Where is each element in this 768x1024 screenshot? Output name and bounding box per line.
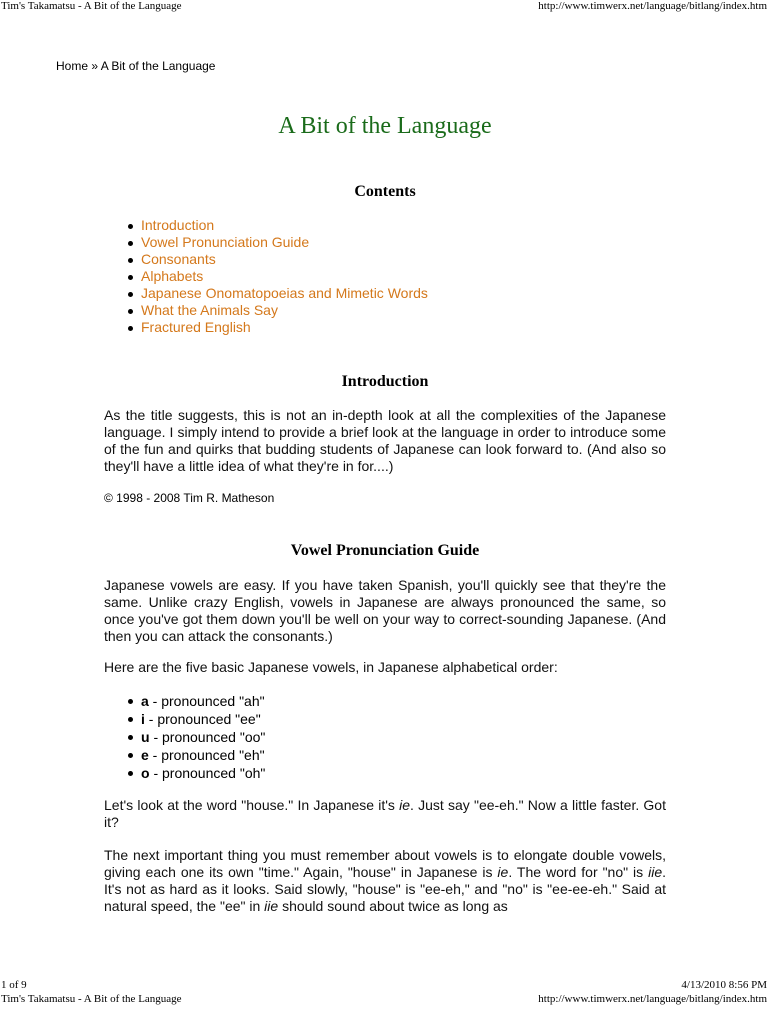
- p3-text-a: Let's look at the word "house." In Japanese it's: [104, 797, 400, 813]
- toc-item: [126, 217, 428, 234]
- vowel-item: [126, 692, 265, 710]
- p3-text-c: . Just say "ee-eh." Now a little faster. Got it?: [104, 797, 666, 830]
- breadcrumb: [56, 59, 215, 73]
- copyright-notice: © 1998 - 2008 Tim R. Matheson: [104, 491, 275, 505]
- p4-text-a: The next important thing you must remember about vowels is to elongate double vowels, giving each one its own "time." Again, "house" in Japanese is: [104, 847, 666, 880]
- toc-item: [126, 319, 428, 336]
- contents-list: [126, 217, 428, 336]
- print-footer: [0, 979, 768, 1007]
- vowel-desc: - pronounced "oh": [149, 765, 266, 781]
- breadcrumb-home-link[interactable]: Home: [56, 59, 89, 73]
- toc-item: [126, 285, 428, 302]
- toc-link-onomatopoeias[interactable]: Japanese Onomatopoeias and Mimetic Words: [141, 285, 428, 301]
- vowel-guide-heading: Vowel Pronunciation Guide: [290, 542, 480, 559]
- print-header-url: http://www.timwerx.net/language/bitlang/index.htm: [538, 0, 767, 12]
- breadcrumb-separator: »: [88, 59, 101, 73]
- toc-link-introduction[interactable]: Introduction: [141, 217, 215, 233]
- page-title: A Bit of the Language: [278, 113, 492, 139]
- vowel-item: [126, 764, 265, 782]
- vowel-letter: a: [141, 693, 149, 709]
- toc-item: [126, 268, 428, 285]
- print-footer-url: http://www.timwerx.net/language/bitlang/index.htm: [538, 993, 767, 1005]
- vowel-letter: u: [141, 729, 150, 745]
- print-footer-title: Tim's Takamatsu - A Bit of the Language: [1, 993, 182, 1005]
- toc-item: [126, 302, 428, 319]
- vowel-desc: - pronounced "ee": [144, 711, 261, 727]
- contents-heading: Contents: [354, 183, 416, 200]
- vowel-paragraph-3: [104, 797, 666, 831]
- vowel-letter: i: [141, 711, 145, 727]
- vowel-list: [126, 692, 265, 782]
- toc-item: [126, 234, 428, 251]
- vowel-item: [126, 746, 265, 764]
- toc-link-fractured-english[interactable]: Fractured English: [141, 319, 251, 335]
- introduction-heading: Introduction: [341, 373, 429, 390]
- toc-link-animals[interactable]: What the Animals Say: [141, 302, 278, 318]
- vowel-letter: e: [141, 747, 149, 763]
- toc-link-consonants[interactable]: Consonants: [141, 251, 216, 267]
- print-header: [0, 0, 768, 14]
- toc-link-alphabets[interactable]: Alphabets: [141, 268, 204, 284]
- vowel-paragraph-1: Japanese vowels are easy. If you have taken Spanish, you'll quickly see that they're the same. Unlike crazy English, vowels in Japanese are always pronounced the same, so once you've got them down you'll be well on your way to correct-sounding Japanese. (And then you can attack the consonants.): [104, 577, 666, 644]
- vowel-desc: - pronounced "ah": [148, 693, 265, 709]
- vowel-desc: - pronounced "eh": [148, 747, 265, 763]
- vowel-item: [126, 710, 265, 728]
- p4-italic-ie: ie: [497, 864, 509, 880]
- vowel-letter: o: [141, 765, 150, 781]
- toc-item: [126, 251, 428, 268]
- p3-italic-ie: ie: [399, 797, 411, 813]
- p4-text-e: . It's not as hard as it looks. Said slowly, "house" is "ee-eh," and "no" is "ee-ee-eh." Said at natural speed, the "ee" in: [104, 864, 666, 914]
- p4-text-g: should sound about twice as long as: [278, 898, 508, 914]
- toc-link-vowel-pronunciation-guide[interactable]: Vowel Pronunciation Guide: [141, 234, 310, 250]
- vowel-item: [126, 728, 265, 746]
- vowel-desc: - pronounced "oo": [149, 729, 266, 745]
- breadcrumb-current: A Bit of the Language: [100, 59, 216, 73]
- p4-text-c: . The word for "no" is: [508, 864, 649, 880]
- introduction-paragraph: As the title suggests, this is not an in-depth look at all the complexities of the Japanese language. I simply intend to provide a brief look at the language in order to introduce some of the fun and quirks that budding students of Japanese can look forward to. (And also so they'll have a little idea of what they're in for....): [104, 407, 666, 474]
- print-footer-datetime: 4/13/2010 8:56 PM: [681, 979, 767, 991]
- vowel-paragraph-4: [104, 847, 666, 915]
- p4-italic-iie-2: iie: [264, 898, 279, 914]
- print-header-title: Tim's Takamatsu - A Bit of the Language: [1, 0, 182, 12]
- print-footer-page: 1 of 9: [1, 979, 27, 991]
- p4-italic-iie: iie: [648, 864, 663, 880]
- vowel-paragraph-2: Here are the five basic Japanese vowels, in Japanese alphabetical order:: [104, 659, 558, 675]
